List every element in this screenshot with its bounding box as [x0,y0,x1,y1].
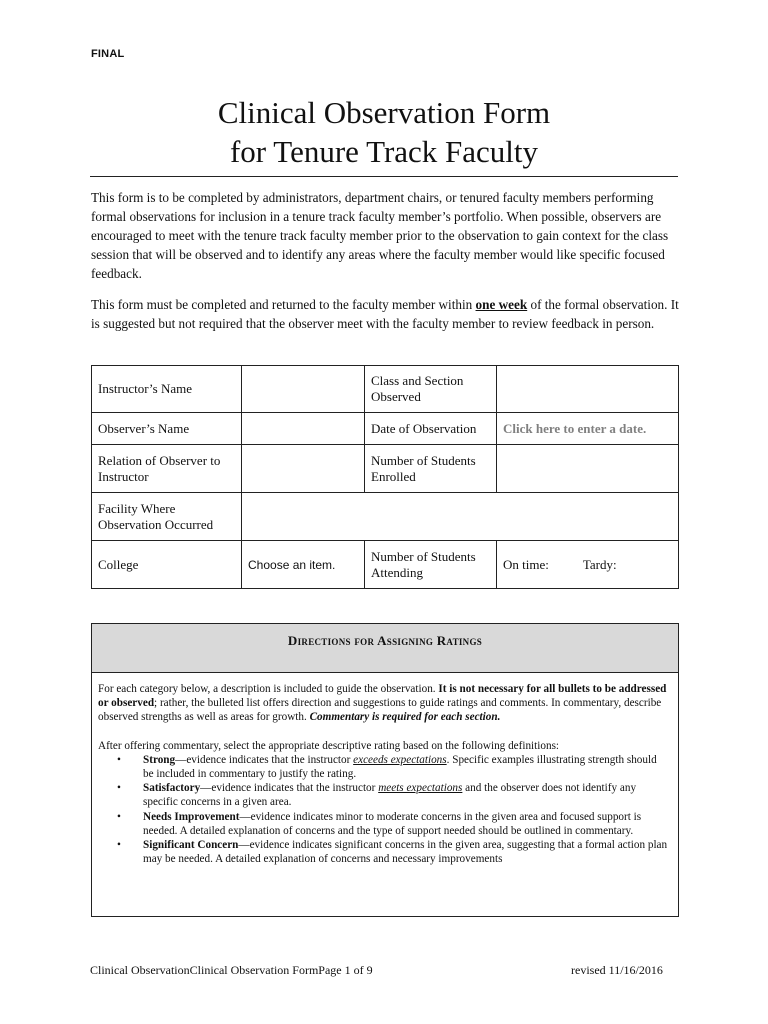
rating-text: —evidence indicates that the instructor [175,753,354,766]
bullet-icon: • [117,753,121,766]
date-of-observation-label: Date of Observation [365,413,497,445]
instructor-name-label: Instructor’s Name [92,366,242,413]
rating-text: —evidence indicates significant concerns in the given area, suggesting that a formal action plan may be needed. A detailed explanation of concerns and necessary improvements [143,839,668,866]
attendance-field[interactable] [497,541,679,589]
students-enrolled-label: Number of Students Enrolled [365,445,497,493]
rating-significant-concern [98,838,670,866]
tardy-label: Tardy: [582,556,617,572]
college-dropdown[interactable] [242,541,365,589]
observer-name-field[interactable] [242,413,365,445]
footer-revision-date: revised 11/16/2016 [571,963,663,977]
directions-box [91,623,679,917]
college-dropdown-value[interactable]: Choose an item. [248,557,336,572]
one-week-emphasis: one week [475,297,528,312]
directions-text: For each category below, a description is included to guide the observation. [98,683,439,695]
directions-text: ; rather, the bulleted list offers direction and suggestions to guide ratings and comments. In commentary, describe observed strengths as well as areas for growth. [98,697,662,724]
commentary-required-note: Commentary is required for each section. [309,711,501,724]
rating-text: —evidence indicates minor to moderate concerns in the given area and focused support is needed. A detailed explanation of concerns and the type of support needed should be outlined in commentary. [143,810,642,837]
students-enrolled-field[interactable] [497,445,679,493]
class-section-field[interactable] [497,366,679,413]
rating-needs-improvement [98,810,670,838]
date-picker-field[interactable] [497,413,679,445]
rating-term: Satisfactory [143,782,201,795]
rating-text: —evidence indicates that the instructor [200,782,379,795]
p2-text-before: This form must be completed and returned to the faculty member within [91,297,476,312]
instructor-name-field[interactable] [242,366,365,413]
directions-heading: Directions for Assigning Ratings [92,624,678,673]
on-time-label: On time: [503,556,549,572]
date-placeholder[interactable]: Click here to enter a date. [503,420,647,436]
directions-bold-note: It is not necessary for all bullets to be addressed or observed [98,683,667,710]
intro-paragraph-2 [91,295,681,333]
facility-label: Facility Where Observation Occurred [92,493,242,541]
p2-text-after: of the formal observation. It is suggested but not required that the observer meet with the faculty member to review feedback in person. [91,297,679,331]
rating-strong [98,753,670,781]
college-label: College [92,541,242,589]
rating-term: Strong [143,753,176,766]
relation-field[interactable] [242,445,365,493]
rating-emphasis: exceeds expectations [353,753,447,766]
final-label: FINAL [91,48,125,60]
rating-text: . Specific examples illustrating strength should be included in commentary to justify the rating. [143,753,657,781]
class-section-label: Class and Section Observed [365,366,497,413]
observer-name-label: Observer’s Name [92,413,242,445]
rating-satisfactory [98,781,670,809]
rating-text: and the observer does not identify any specific concerns in a given area. [143,782,637,809]
title-divider [90,176,678,177]
form-title-line-2: for Tenure Track Faculty [229,134,539,169]
bullet-icon: • [117,782,121,795]
students-attending-label: Number of Students Attending [365,541,497,589]
ratings-list [98,753,670,867]
relation-label: Relation of Observer to Instructor [92,445,242,493]
directions-body [98,682,670,866]
directions-paragraph-1 [98,682,670,725]
facility-field[interactable] [242,493,679,541]
bullet-icon: • [117,810,121,823]
form-title-line-1: Clinical Observation Form [217,95,551,130]
rating-term: Significant Concern [143,839,239,852]
directions-paragraph-2: After offering commentary, select the appropriate descriptive rating based on the following definitions: [98,739,560,752]
rating-term: Needs Improvement [143,810,240,823]
rating-emphasis: meets expectations [378,782,463,795]
intro-paragraph-1: This form is to be completed by administrators, department chairs, or tenured faculty members performing formal observations for inclusion in a tenure track faculty member’s portfolio. When possible, observers are encouraged to meet with the tenure track faculty member prior to the observation to gain context for the class session that will be observed and to identify any areas where the faculty member would like specific focused feedback. [91,190,669,281]
observation-info-table [91,365,679,589]
footer-page-info: Clinical ObservationClinical Observation FormPage 1 of 9 [90,963,373,977]
bullet-icon: • [117,839,121,852]
